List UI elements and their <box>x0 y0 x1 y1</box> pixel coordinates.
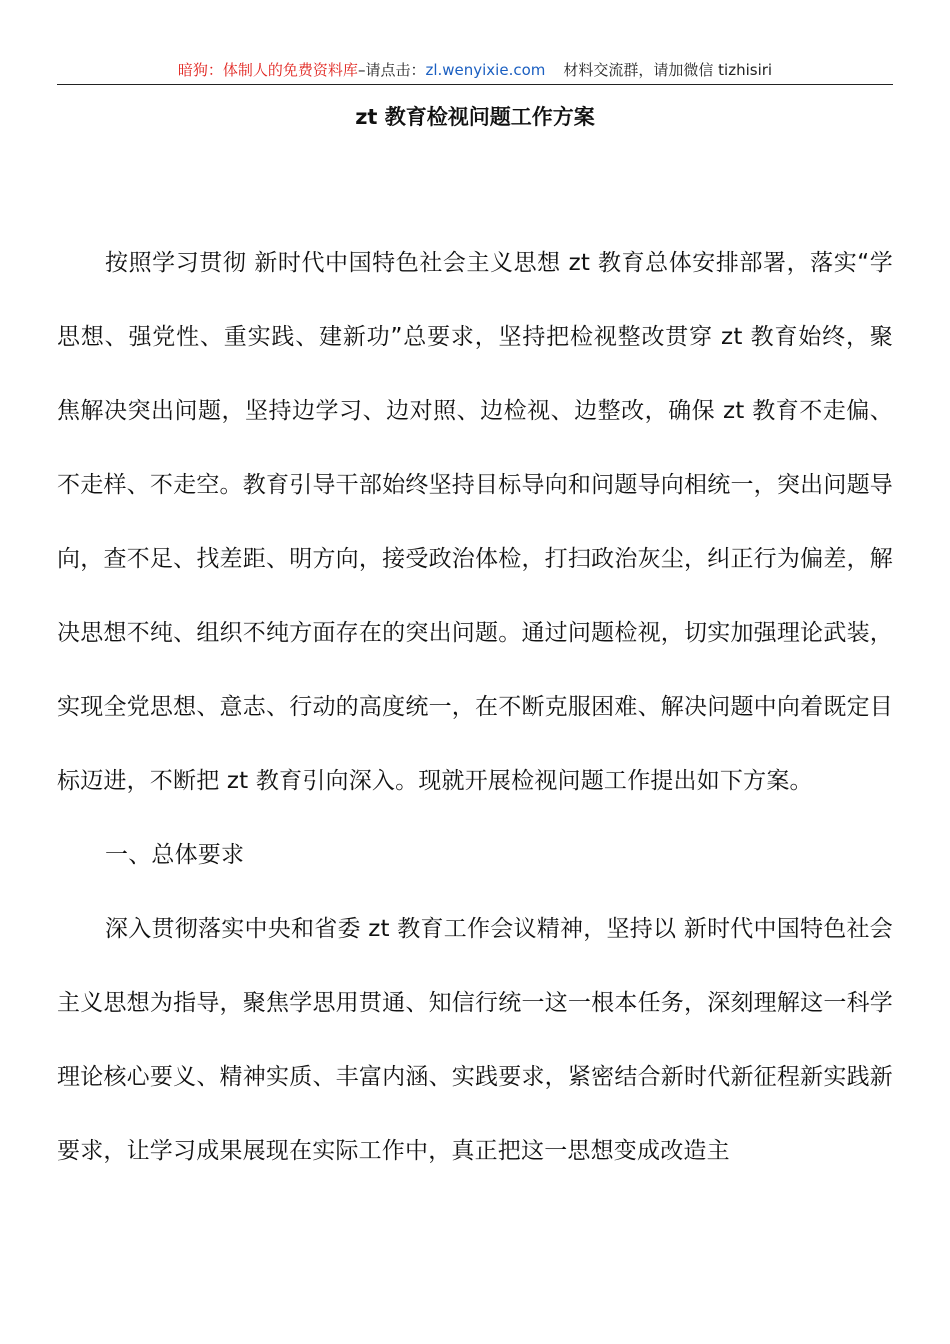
header-brand: 暗狗：体制人的免费资料库 <box>177 61 358 79</box>
document-title: zt 教育检视问题工作方案 <box>355 105 595 129</box>
document-body <box>57 226 893 1188</box>
paragraph-general-requirements: 深入贯彻落实中央和省委 zt 教育工作会议精神，坚持以 新时代中国特色社会主义思想为指导，聚焦学思用贯通、知信行统一这一根本任务，深刻理解这一科学理论核心要义、精神实质、丰富内涵、实践要求，紧密结合新时代新征程新实践新要求，让学习成果展现在实际工作中，真正把这一思想变成改造主 <box>57 916 893 1164</box>
header-click-prompt: –请点击： <box>357 61 426 79</box>
paragraph-intro: 按照学习贯彻 新时代中国特色社会主义思想 zt 教育总体安排部署，落实“学思想、强党性、重实践、建新功”总要求，坚持把检视整改贯穿 zt 教育始终，聚焦解决突出问题，坚持边学习、边对照、边检视、边整改，确保 zt 教育不走偏、不走样、不走空。教育引导干部始终坚持目标导向和问题导向相统一，突出问题导向，查不足、找差距、明方向，接受政治体检，打扫政治灰尘，纠正行为偏差，解决思想不纯、组织不纯方面存在的突出问题。通过问题检视，切实加强理论武装，实现全党思想、意志、行动的高度统一，在不断克服困难、解决问题中向着既定目标迈进，不断把 zt 教育引向深入。现就开展检视问题工作提出如下方案。 <box>57 250 893 794</box>
page-header <box>57 58 893 85</box>
header-url-link[interactable]: zl.wenyixie.com <box>425 61 546 79</box>
section-heading-general-requirements: 一、总体要求 <box>105 842 245 868</box>
header-group-note: 材料交流群，请加微信 tizhisiri <box>563 61 773 79</box>
